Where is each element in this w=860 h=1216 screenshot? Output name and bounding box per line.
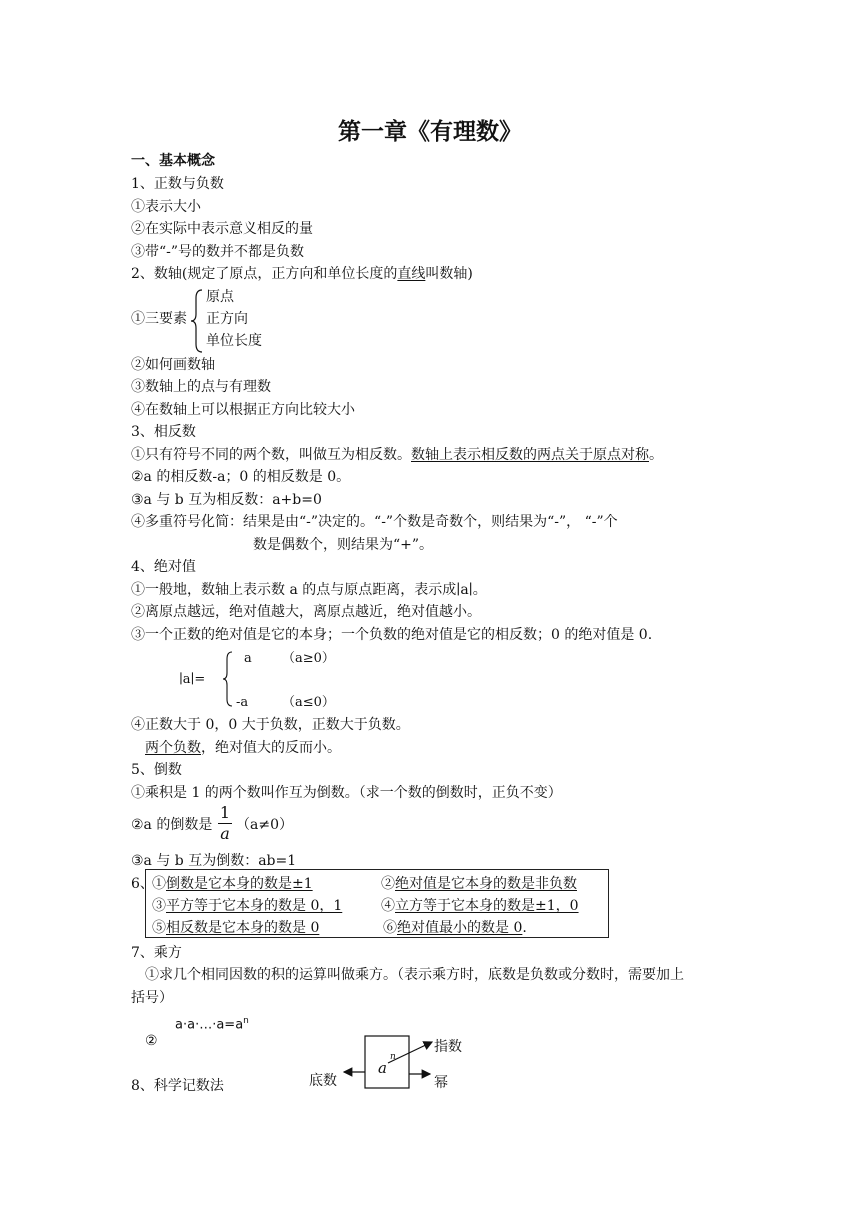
s6-cell-6 <box>383 918 527 938</box>
s2-heading-a: 2、数轴(规定了原点，正方向和单位长度的 <box>131 266 398 282</box>
abs-case-1-value: a <box>244 651 252 666</box>
power-formula <box>175 1011 249 1035</box>
s4-item-4: ④正数大于 0，0 大于负数，正数大于负数。 <box>131 717 410 733</box>
s5-heading: 5、倒数 <box>131 762 182 778</box>
diagram-label-base: 底数 <box>309 1073 337 1089</box>
s6-cell-3-text: 平方等于它本身的数是 0，1 <box>166 898 343 914</box>
s5-item-2-b: （a≠0） <box>236 817 293 833</box>
s2-item-2: ②如何画数轴 <box>131 357 215 373</box>
s1-heading: 1、正数与负数 <box>131 176 224 192</box>
s6-cell-1-text: 倒数是它本身的数是±1 <box>166 876 313 892</box>
s3-item-4-line-1: ④多重符号化简：结果是由“-”决定的。“-”个数是奇数个，则结果为“-”， “-”个 <box>131 514 618 530</box>
left-brace-icon <box>222 650 234 708</box>
s7-item-2: ② <box>145 1033 158 1049</box>
s6-cell-2-prefix: ② <box>381 876 395 892</box>
s6-cell-3 <box>152 896 342 916</box>
reciprocal-fraction <box>218 804 232 843</box>
s4-item-5-b: ，绝对值大的反而小。 <box>201 740 341 756</box>
s6-cell-6-end: . <box>522 920 527 936</box>
s3-item-1-a: ①只有符号不同的两个数，叫做互为相反数。 <box>131 447 411 463</box>
s6-cell-4-prefix: ④ <box>381 898 395 914</box>
s6-cell-1 <box>152 874 313 894</box>
s2-element-origin: 原点 <box>206 289 234 305</box>
s3-item-4-line-2: 数是偶数个，则结果为“+”。 <box>253 537 434 553</box>
s4-item-5 <box>145 738 341 758</box>
s6-cell-4-text: 立方等于它本身的数是±1，0 <box>395 898 579 914</box>
s4-heading: 4、绝对值 <box>131 559 196 575</box>
s4-item-1: ①一般地，数轴上表示数 a 的点与原点距离，表示成∣a∣。 <box>131 582 487 598</box>
diagram-base-symbol: a <box>378 1059 387 1077</box>
s3-item-1 <box>131 445 663 465</box>
s6-heading: 6、 <box>131 876 154 892</box>
s3-item-3: ③a 与 b 互为相反数：a+b=0 <box>131 492 322 508</box>
s6-cell-5 <box>152 918 319 938</box>
s6-cell-2 <box>381 874 577 894</box>
s6-cell-6-prefix: ⑥ <box>383 920 397 936</box>
section-heading-basic-concepts: 一、基本概念 <box>131 153 215 169</box>
s1-item-3: ③带“-”号的数并不都是负数 <box>131 244 305 260</box>
diagram-label-power: 幂 <box>434 1075 448 1091</box>
page-title: 第一章《有理数》 <box>338 119 522 145</box>
s5-item-2-a: ②a 的倒数是 <box>131 817 213 833</box>
s6-cell-6-text: 绝对值最小的数是 0 <box>397 920 523 936</box>
left-brace-icon <box>190 288 204 354</box>
power-formula-exponent: n <box>243 1016 249 1026</box>
s2-heading-b: 叫数轴) <box>425 266 473 282</box>
s4-item-2: ②离原点越远，绝对值越大，离原点越近，绝对值越小。 <box>131 604 481 620</box>
s3-heading: 3、相反数 <box>131 424 196 440</box>
s8-heading: 8、科学记数法 <box>131 1078 224 1094</box>
s6-cell-5-text: 相反数是它本身的数是 0 <box>166 920 320 936</box>
s7-item-1-line-2: 括号） <box>131 990 173 1006</box>
s5-item-1: ①乘积是 1 的两个数叫作互为倒数。（求一个数的倒数时，正负不变） <box>131 785 562 801</box>
s3-item-2: ②a 的相反数-a；0 的相反数是 0。 <box>131 469 351 485</box>
s6-cell-5-prefix: ⑤ <box>152 920 166 936</box>
s2-item-3: ③数轴上的点与有理数 <box>131 379 271 395</box>
s2-element-direction: 正方向 <box>206 311 248 327</box>
s1-item-2: ②在实际中表示意义相反的量 <box>131 221 313 237</box>
diagram-label-exponent: 指数 <box>434 1039 462 1055</box>
s6-cell-4 <box>381 896 579 916</box>
s4-item-3: ③一个正数的绝对值是它的本身；一个负数的绝对值是它的相反数；0 的绝对值是 0. <box>131 627 653 643</box>
abs-case-1-condition: （a≥0） <box>282 651 335 666</box>
s2-item-4: ④在数轴上可以根据正方向比较大小 <box>131 402 355 418</box>
s1-item-1: ①表示大小 <box>131 199 201 215</box>
s4-item-5-underlined: 两个负数 <box>145 740 201 756</box>
s7-heading: 7、乘方 <box>131 945 182 961</box>
abs-value-lhs: ∣a∣= <box>179 672 206 687</box>
s2-three-elements-label: ①三要素 <box>131 311 187 327</box>
diagram-exponent-symbol: n <box>390 1052 396 1062</box>
s3-item-1-b: 。 <box>649 447 663 463</box>
power-box <box>365 1036 409 1088</box>
s2-element-unit: 单位长度 <box>206 333 262 349</box>
s6-cell-1-prefix: ① <box>152 876 166 892</box>
abs-case-2-condition: （a≤0） <box>282 695 335 710</box>
s7-item-1-line-1: ①求几个相同因数的积的运算叫做乘方。（表示乘方时，底数是负数或分数时，需要加上 <box>145 967 684 983</box>
power-formula-text: a·a·…·a=a <box>175 1017 244 1033</box>
abs-case-2-value: -a <box>236 695 249 710</box>
fraction-denominator: a <box>220 824 230 843</box>
s2-heading-underlined: 直线 <box>397 266 426 282</box>
s6-cell-3-prefix: ③ <box>152 898 166 914</box>
s2-heading <box>131 264 473 284</box>
s3-item-1-underlined: 数轴上表示相反数的两点关于原点对称 <box>411 447 649 463</box>
s5-item-3: ③a 与 b 互为倒数：ab=1 <box>131 853 297 869</box>
fraction-numerator: 1 <box>219 803 231 822</box>
s6-cell-2-text: 绝对值是它本身的数是非负数 <box>395 876 577 892</box>
